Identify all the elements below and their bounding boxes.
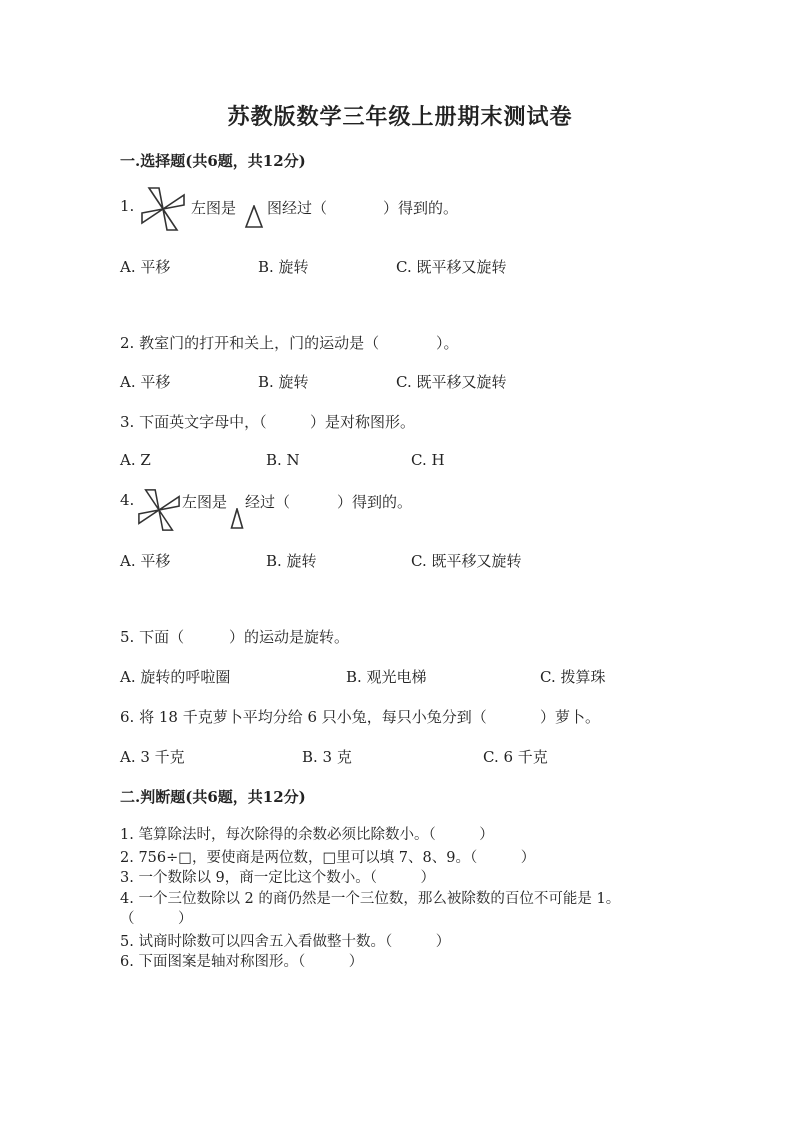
q1-option-c: C. 既平移又旋转 [396,258,507,276]
q2-option-b: B. 旋转 [258,373,309,391]
q6-text-b: ）萝卜。 [540,708,601,726]
page-title: 苏教版数学三年级上册期末测试卷 [227,104,573,130]
q3-text-b: ）是对称图形。 [310,413,416,431]
q1-text-b: 图经过（ [267,199,328,217]
q3-option-c: C. H [411,451,445,469]
q2-text-a: 2. 教室门的打开和关上，门的运动是（ [120,334,380,352]
q5-text-b: ）的运动是旋转。 [229,628,350,646]
q6-option-a: A. 3 千克 [120,748,185,766]
q5-text-a: 5. 下面（ [120,628,185,646]
q1-number: 1. [120,197,135,215]
judgment-item-5: 5. 试商时除数可以四舍五入看做整十数。（ ） [120,934,451,950]
section-heading-choice: 一.选择题(共6题，共12分) [120,152,306,170]
q3-text-a: 3. 下面英文字母中，（ [120,413,267,431]
q6-option-b: B. 3 克 [302,748,352,766]
q5-option-c: C. 拨算珠 [540,668,606,686]
q2-option-c: C. 既平移又旋转 [396,373,507,391]
q4-number: 4. [120,491,135,509]
q5-option-a: A. 旋转的呼啦圈 [120,668,231,686]
q4-text-a: 左图是 [182,493,228,511]
q1-option-b: B. 旋转 [258,258,309,276]
judgment-item-3: 3. 一个数除以 9，商一定比这个数小。（ ） [120,870,436,886]
q3-option-b: B. N [266,451,300,469]
q6-text-a: 6. 将 18 千克萝卜平均分给 6 只小兔，每只小兔分到（ [120,708,487,726]
q4-option-a: A. 平移 [120,552,171,570]
triangle-figure-icon [230,508,244,530]
q5-option-b: B. 观光电梯 [346,668,427,686]
q1-text-c: ）得到的。 [383,199,459,217]
pinwheel-figure-icon [137,488,181,532]
q4-text-b: 经过（ [245,493,291,511]
pinwheel-figure-icon [140,186,186,232]
q4-text-c: ）得到的。 [337,493,413,511]
q1-option-a: A. 平移 [120,258,171,276]
q3-option-a: A. Z [120,451,151,469]
judgment-item-2: 2. 756÷□，要使商是两位数，□里可以填 7、8、9。（ ） [120,850,536,866]
judgment-item-6: 6. 下面图案是轴对称图形。（ ） [120,954,364,970]
q4-option-c: C. 既平移又旋转 [411,552,522,570]
q6-option-c: C. 6 千克 [483,748,548,766]
judgment-item-1: 1. 笔算除法时，每次除得的余数必须比除数小。（ ） [120,827,494,843]
judgment-item-4-blank: （ ） [120,911,193,927]
q2-text-b: ）。 [436,334,459,352]
section-heading-judgment: 二.判断题(共6题，共12分) [120,788,306,806]
q1-text-a: 左图是 [191,199,237,217]
q2-option-a: A. 平移 [120,373,171,391]
q4-option-b: B. 旋转 [266,552,317,570]
judgment-item-4: 4. 一个三位数除以 2 的商仍然是一个三位数，那么被除数的百位不可能是 1。 [120,891,621,907]
triangle-figure-icon [244,205,264,229]
